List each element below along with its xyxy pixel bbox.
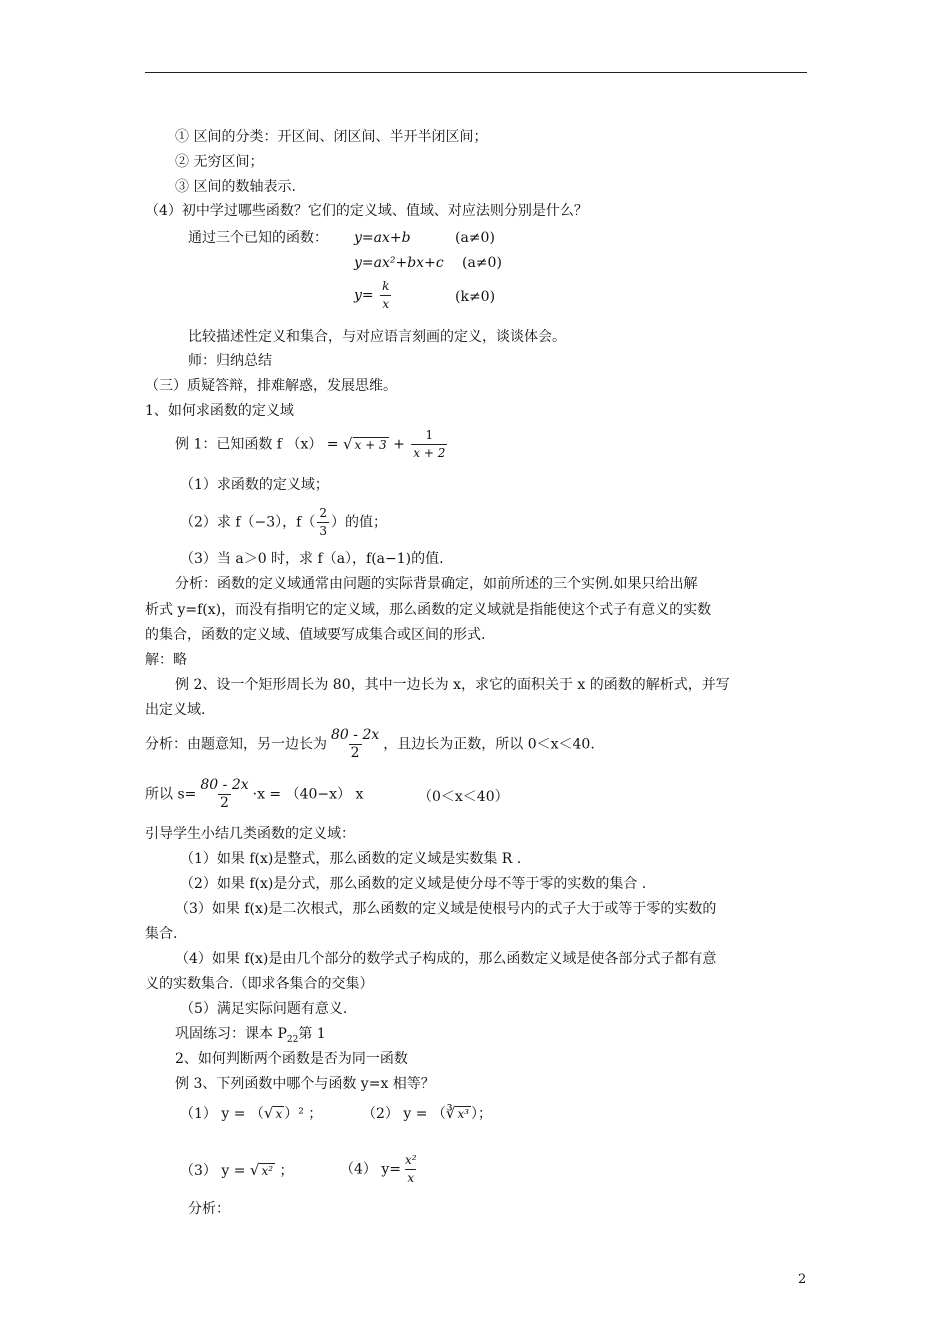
- text-line: 义的实数集合.（即求各集合的交集）: [145, 976, 374, 992]
- question-text: ）的值；: [331, 514, 387, 531]
- text-line: （1）如果 f(x)是整式，那么函数的定义域是实数集 R .: [180, 851, 522, 867]
- option-text: （3） y =: [180, 1163, 250, 1179]
- formula-linear: y=ax+b: [354, 230, 411, 246]
- question-text: （2）求 f（−3），f（: [180, 514, 316, 531]
- area-formula: [145, 777, 363, 812]
- practice-line: [175, 1024, 326, 1050]
- fraction-numerator: x²: [405, 1153, 417, 1167]
- text-line: 例 2、设一个矩形周长为 80，其中一边长为 x，求它的面积关于 x 的函数的解析式，并写: [175, 677, 730, 693]
- fraction-numerator: 1: [425, 428, 434, 442]
- plus-sign: +: [393, 436, 405, 453]
- fraction-denominator: x: [382, 297, 390, 311]
- condition: (a≠0): [462, 255, 502, 271]
- sqrt-body: x³: [457, 1107, 470, 1121]
- sqrt-body: x²: [261, 1164, 274, 1178]
- text-line: 集合.: [145, 926, 178, 942]
- option-text: （2） y = （: [362, 1106, 446, 1122]
- text-line: ③ 区间的数轴表示.: [175, 179, 296, 195]
- page-number: 2: [798, 1272, 807, 1287]
- option-text: ）；: [471, 1106, 493, 1122]
- header-rule: [145, 72, 807, 73]
- option-4: [340, 1152, 421, 1187]
- option-3: （3） y = √ x² ；: [180, 1161, 294, 1179]
- text-line: 引导学生小结几类函数的定义域：: [145, 826, 355, 842]
- text-line: （3）如果 f(x)是二次根式，那么函数的定义域是使根号内的式子大于或等于零的实数的: [175, 901, 717, 917]
- text-line: 的集合，函数的定义域、值域要写成集合或区间的形式.: [145, 627, 486, 643]
- formula-inverse: [354, 278, 393, 313]
- text-line: ② 无穷区间；: [175, 154, 264, 170]
- option-2: （2） y = （∛ x³ ）；: [362, 1104, 493, 1122]
- section-heading: 1、如何求函数的定义域: [145, 403, 294, 419]
- fraction-denominator: x + 2: [413, 446, 446, 460]
- condition: （0＜x＜40）: [418, 789, 509, 805]
- fraction-numerator: 80 - 2x: [200, 777, 249, 793]
- text-line: 解：略: [145, 652, 187, 668]
- fraction-denominator: 2: [350, 745, 360, 761]
- option-text: ；: [275, 1163, 294, 1179]
- text-line: 出定义域.: [145, 702, 206, 718]
- fraction-denominator: x: [407, 1171, 415, 1185]
- text-line: （2）如果 f(x)是分式，那么函数的定义域是使分母不等于零的实数的集合 .: [180, 876, 647, 892]
- condition: (k≠0): [455, 289, 496, 305]
- text-line: 分析：: [188, 1201, 230, 1217]
- text-line: 师：归纳总结: [188, 353, 272, 369]
- sqrt-body: x: [275, 1107, 283, 1121]
- analysis-text: ，且边长为正数，所以 0＜x＜40.: [383, 736, 595, 753]
- question-3: （3）当 a＞0 时，求 f（a），f(a−1)的值.: [180, 551, 444, 567]
- sqrt-body: x + 3: [354, 437, 387, 452]
- option-text: （1） y = （: [180, 1106, 264, 1122]
- text-line: 通过三个已知的函数：: [188, 230, 328, 246]
- analysis-line: [145, 727, 595, 762]
- formula-quadratic: y=ax²+bx+c: [354, 255, 444, 271]
- question-1: （1）求函数的定义域；: [180, 477, 329, 493]
- fraction-numerator: 80 - 2x: [331, 727, 380, 743]
- fraction-denominator: 3: [319, 524, 327, 538]
- practice-text: 巩固练习：课本 P: [175, 1026, 287, 1042]
- condition: (a≠0): [455, 230, 495, 246]
- page-subscript: 22: [286, 1034, 299, 1045]
- sqrt-expression: √ x + 3: [342, 434, 387, 453]
- formula-text: 所以 s=: [145, 786, 197, 803]
- option-text: （4） y=: [340, 1161, 401, 1178]
- fraction-numerator: k: [382, 279, 390, 293]
- fraction-denominator: 2: [220, 795, 229, 811]
- formula-text: y=: [354, 287, 374, 304]
- question-2: [180, 505, 387, 540]
- example-1: [175, 427, 449, 462]
- section-heading: 2、如何判断两个函数是否为同一函数: [175, 1051, 408, 1067]
- text-line: 分析：函数的定义域通常由问题的实际背景确定，如前所述的三个实例.如果只给出解: [175, 576, 698, 592]
- fraction-numerator: 2: [319, 506, 327, 520]
- text-line: ① 区间的分类：开区间、闭区间、半开半闭区间；: [175, 129, 488, 145]
- text-line: 析式 y=f(x)，而没有指明它的定义域，那么函数的定义域就是指能使这个式子有意义的实数: [145, 602, 712, 618]
- text-line: 例 3、下列函数中哪个与函数 y=x 相等？: [175, 1076, 435, 1092]
- formula-text: ·x = （40−x） x: [252, 786, 364, 803]
- analysis-text: 分析：由题意知，另一边长为: [145, 736, 327, 753]
- option-1: （1） y = （√ x ）² ；: [180, 1104, 323, 1122]
- text-line: （5）满足实际问题有意义.: [180, 1001, 348, 1017]
- text-line: （4）如果 f(x)是由几个部分的数学式子构成的，那么函数定义域是使各部分式子都有意: [175, 951, 717, 967]
- text-line: （三）质疑答辩，排难解惑，发展思维。: [145, 378, 397, 394]
- option-text: ）² ；: [284, 1106, 323, 1122]
- example-text: 例 1：已知函数 f （x） =: [175, 436, 339, 453]
- text-line: （4）初中学过哪些函数？它们的定义域、值域、对应法则分别是什么？: [145, 203, 588, 219]
- text-line: 比较描述性定义和集合，与对应语言刻画的定义，谈谈体会。: [188, 329, 566, 345]
- practice-text: 第 1: [298, 1026, 326, 1042]
